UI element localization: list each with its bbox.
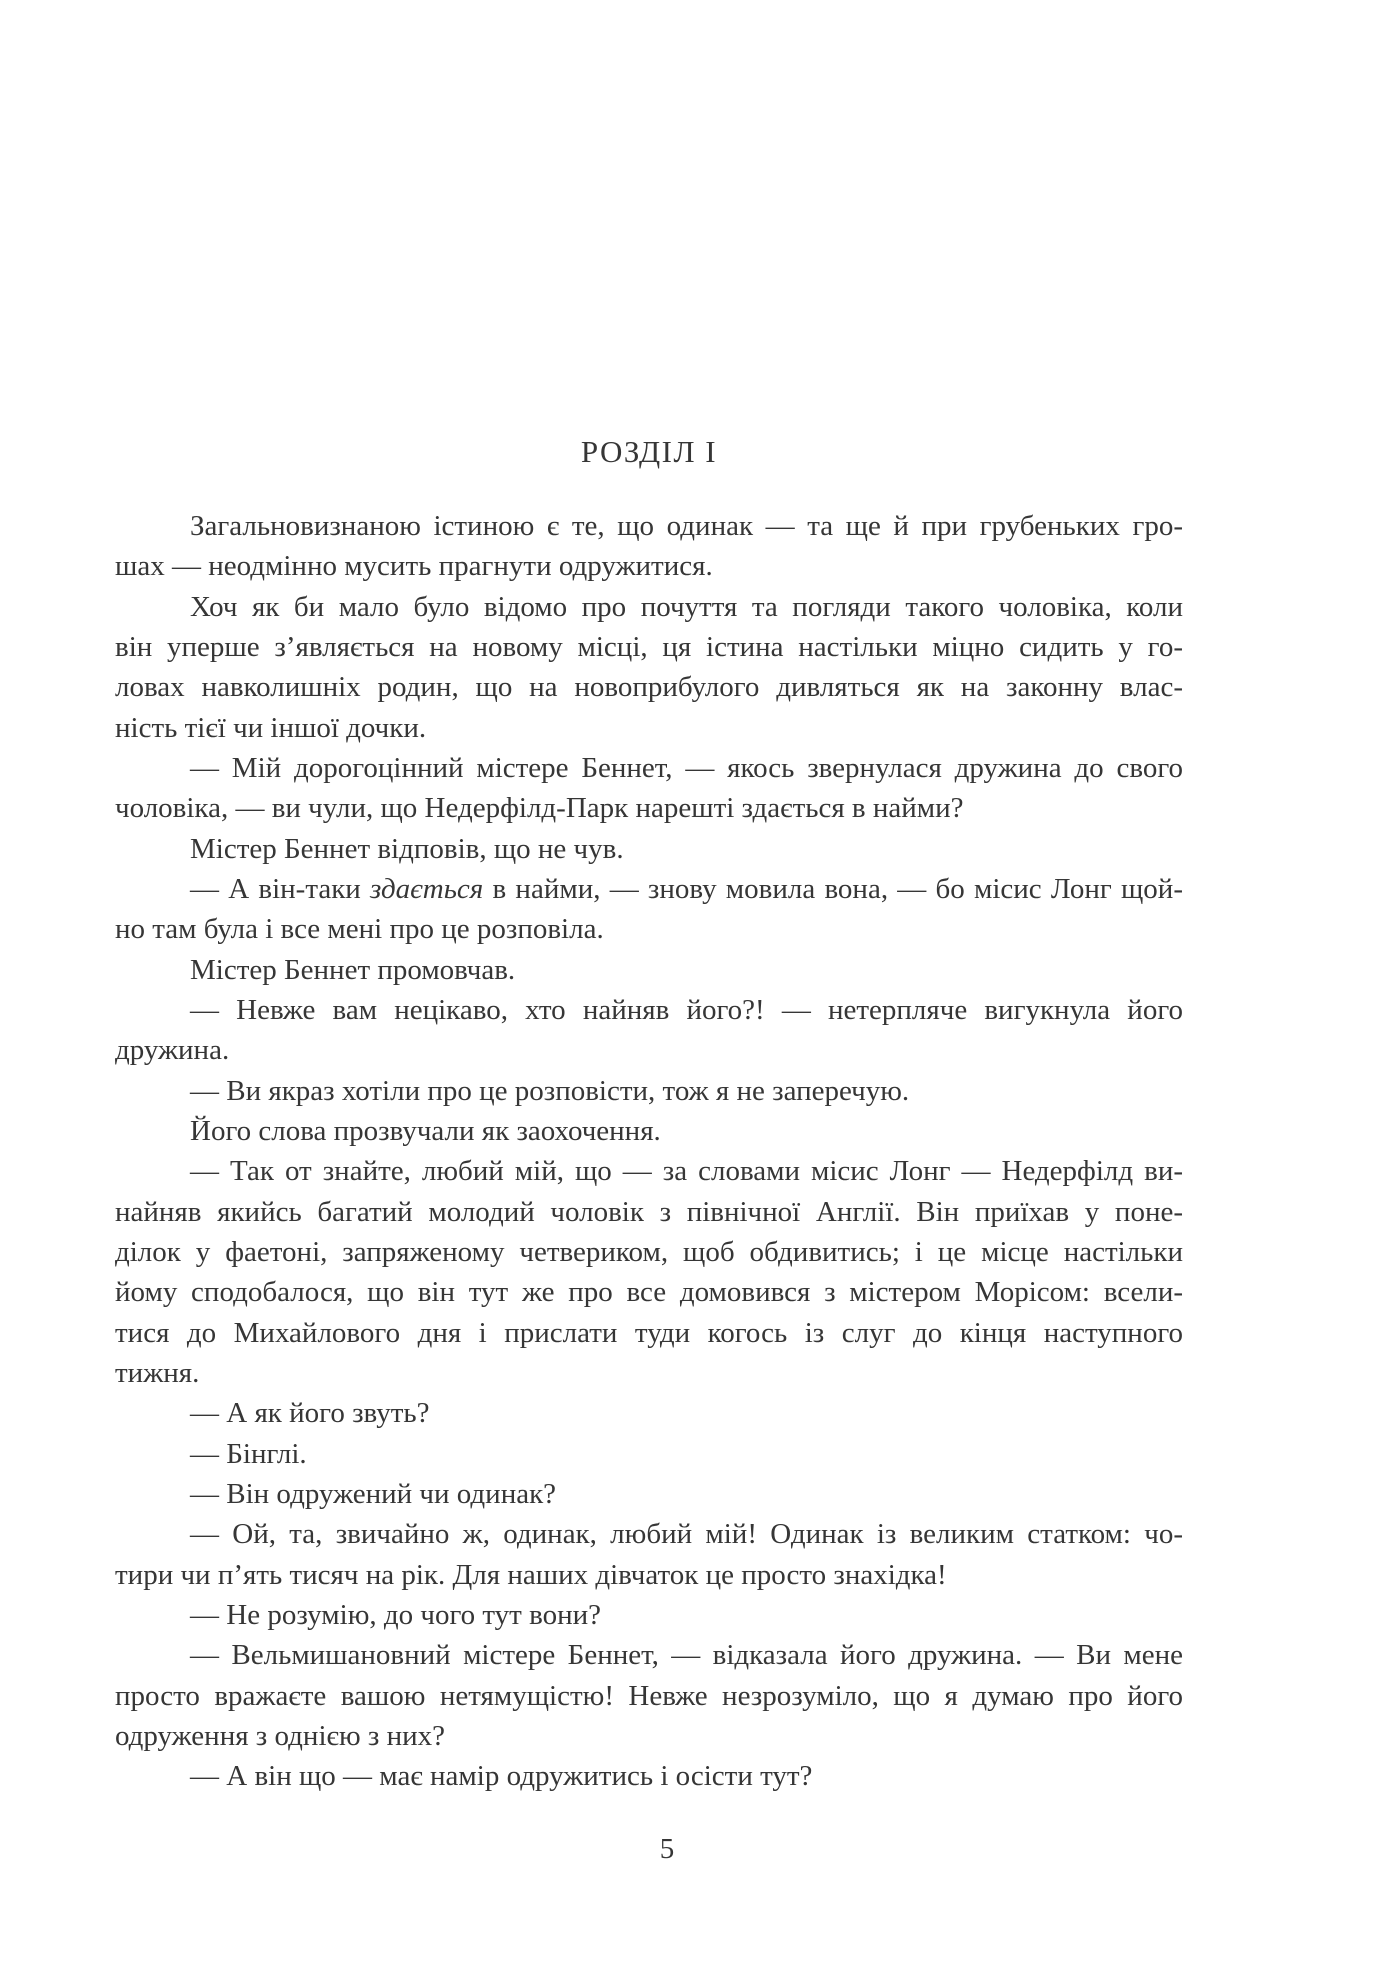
text-line: — Ви якраз хотіли про це розповісти, тож я не заперечую. bbox=[190, 1074, 910, 1107]
text-line: йому сподобалося, що він тут же про все домовився з містером Морісом: всели- bbox=[115, 1276, 1183, 1309]
paragraph bbox=[115, 1514, 1183, 1595]
text-line: — Невже вам нецікаво, хто найняв його?! — нетерпляче вигукнула його bbox=[190, 993, 1183, 1026]
paragraph bbox=[115, 587, 1183, 748]
text-line: — Бінглі. bbox=[190, 1437, 307, 1470]
paragraph bbox=[115, 1635, 1183, 1756]
paragraph bbox=[115, 1071, 1183, 1111]
paragraph bbox=[115, 990, 1183, 1071]
paragraph bbox=[115, 1595, 1183, 1635]
paragraph bbox=[115, 950, 1183, 990]
text-line: тися до Михайлового дня і прислати туди когось із слуг до кінця наступного bbox=[115, 1316, 1183, 1349]
paragraph bbox=[115, 1151, 1183, 1393]
paragraph bbox=[115, 869, 1183, 950]
text-line: одруження з однією з них? bbox=[115, 1719, 445, 1752]
text-line: просто вражаєте вашою нетямущістю! Невже незрозуміло, що я думаю про його bbox=[115, 1679, 1183, 1712]
paragraph bbox=[115, 1756, 1183, 1796]
text-line: Загальновизнаною істиною є те, що одинак — та ще й при грубеньких гро- bbox=[190, 510, 1183, 542]
text-line: — Мій дорогоцінний містере Беннет, — якось звернулася дружина до свого bbox=[190, 751, 1183, 784]
text-line: — Він одружений чи одинак? bbox=[190, 1477, 557, 1510]
text-line: Містер Беннет промовчав. bbox=[190, 953, 516, 986]
paragraph bbox=[115, 1393, 1183, 1433]
text-line: ність тієї чи іншої дочки. bbox=[115, 711, 427, 744]
text-line: — Ой, та, звичайно ж, одинак, любий мій! Одинак із великим статком: чо- bbox=[190, 1518, 1183, 1551]
paragraph bbox=[115, 506, 1183, 587]
paragraph bbox=[115, 748, 1183, 829]
paragraph bbox=[115, 1111, 1183, 1151]
text-line: но там була і все мені про це розповіла. bbox=[115, 913, 604, 946]
text-line: найняв якийсь багатий молодий чоловік з північної Англії. Він приїхав у поне- bbox=[115, 1195, 1183, 1228]
text-line: — А як його звуть? bbox=[190, 1397, 430, 1430]
text-line: ділок у фаетоні, запряженому четвериком, щоб обдивитись; і це місце настільки bbox=[115, 1235, 1183, 1268]
text-line: ловах навколишніх родин, що на новоприбулого дивляться як на законну влас- bbox=[115, 671, 1183, 704]
italic-text: здається bbox=[370, 872, 484, 905]
text-line: — Не розумію, до чого тут вони? bbox=[190, 1598, 601, 1631]
text-segment: — А він-таки bbox=[190, 872, 371, 905]
text-line: дружина. bbox=[115, 1034, 230, 1067]
text-line: тири чи п’ять тисяч на рік. Для наших дівчаток це просто знахідка! bbox=[115, 1558, 947, 1591]
paragraph bbox=[115, 1434, 1183, 1474]
text-line: Хоч як би мало було відомо про почуття та погляди такого чоловіка, коли bbox=[190, 590, 1183, 623]
text-line: чоловіка, — ви чули, що Недерфілд-Парк нарешті здається в найми? bbox=[115, 792, 964, 825]
text-line: Його слова прозвучали як заохочення. bbox=[190, 1114, 661, 1147]
paragraph bbox=[115, 829, 1183, 869]
page-number: 5 bbox=[659, 1833, 675, 1865]
chapter-heading: РОЗДІЛ І bbox=[580, 434, 718, 469]
text-line: тижня. bbox=[115, 1356, 200, 1389]
text-line: Містер Беннет відповів, що не чув. bbox=[190, 832, 624, 865]
text-line: він уперше з’являється на новому місці, ця істина настільки міцно сидить у го- bbox=[115, 630, 1183, 663]
chapter-text bbox=[115, 506, 1183, 1797]
text-line bbox=[115, 869, 1183, 909]
text-line: — Вельмишановний містере Беннет, — відказала його дружина. — Ви мене bbox=[190, 1639, 1183, 1672]
text-block bbox=[115, 432, 1183, 1797]
text-line: шах — неодмінно мусить прагнути одружитися. bbox=[115, 550, 713, 583]
paragraph bbox=[115, 1474, 1183, 1514]
text-line: — Так от знайте, любий мій, що — за словами місис Лонг — Недерфілд ви- bbox=[190, 1155, 1183, 1188]
text-segment: в найми, — знову мовила вона, — бо місис Лонг щой- bbox=[483, 872, 1183, 905]
text-line: — А він що — має намір одружитись і осісти тут? bbox=[190, 1760, 813, 1793]
